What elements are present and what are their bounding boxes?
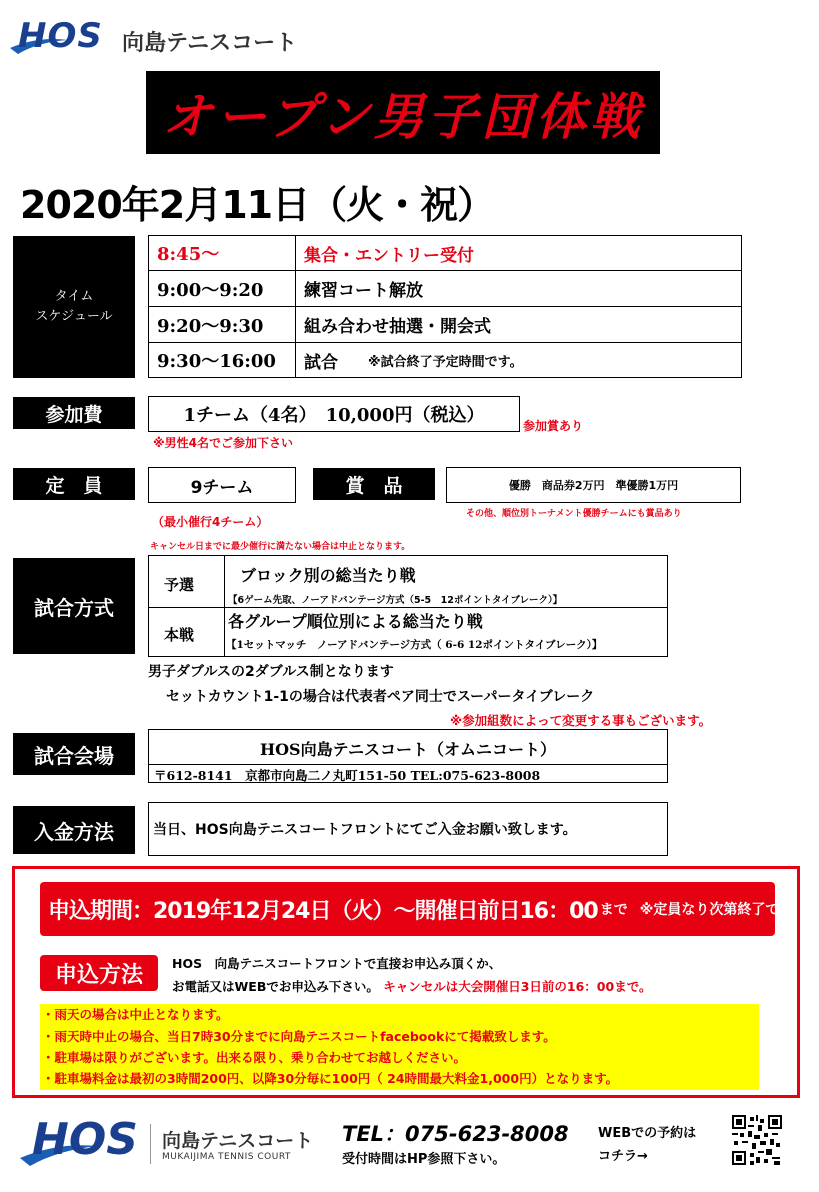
application-period-note: ※定員なり次第終了です。 [639,902,807,918]
payment-text: 当日、HOS向島テニスコートフロントにてご入金お願い致します。 [148,802,668,856]
qr-code-icon[interactable] [732,1115,782,1165]
fee-label: 参加費 [13,397,135,429]
schedule-label-line1: タイム [54,289,94,304]
venue-address: 〒612-8141 京都市向島二ノ丸町151-50 TEL:075-623-8008 [154,768,541,783]
footer-logo-text: HOS [32,1114,138,1165]
title-banner [146,71,660,154]
application-period: 申込期間：2019年12月24日（火）～開催日前日16：00 [48,898,598,924]
prize-label: 賞 品 [313,468,435,500]
payment-label: 入金方法 [13,806,135,854]
capacity-cancel-note: キャンセル日までに最少催行に満たない場合は中止となります。 [150,542,411,552]
schedule-time-3: 9:20～9:30 [148,306,296,343]
format-prelim-label: 予選 [164,576,195,594]
footer-brand-en: MUKAIJIMA TENNIS COURT [162,1152,291,1162]
venue-label: 試合会場 [13,733,135,775]
note-item-4: ・駐車場料金は最初の3時間200円、以降30分毎に100円（ 24時間最大料金1,000円）となります。 [42,1071,619,1086]
application-method-line1: HOS 向島テニスコートフロントで直接お申込み頂くか、 [172,956,502,971]
format-main-title: 各グループ順位別による総当たり戦 [228,612,483,631]
schedule-event-4-note: ※試合終了予定時間です。 [368,354,523,370]
header-brand: 向島テニスコート [122,31,298,56]
application-period-banner [40,882,807,936]
format-prelim-detail: 【6ゲーム先取、ノーアドバンテージ方式（5-5 12ポイントタイブレーク）】 [228,595,563,606]
fee-note: ※男性4名でご参加下さい [153,436,294,450]
prize-note: その他、順位別トーナメント優勝チームにも賞品あり [466,509,682,519]
schedule-event-3: 組み合わせ抽選・開会式 [295,306,742,343]
schedule-event-2: 練習コート解放 [295,270,742,307]
format-line-1: 男子ダブルスの2ダブルス制となります [148,664,394,680]
page-title: オープン男子団体戦 [162,86,644,146]
format-line-2: セットカウント1-1の場合は代表者ペア同士でスーパータイブレーク [166,689,595,705]
fee-value: 1チーム（4名） 10,000円（税込） [148,396,520,432]
application-method-line2 [172,977,651,995]
venue-name: HOS向島テニスコート（オムニコート） [260,740,556,759]
capacity-min-note: （最小催行4チーム） [152,515,269,529]
capacity-value: 9チーム [148,467,296,503]
application-method-label [40,955,158,991]
format-prelim-title: ブロック別の総当たり戦 [240,566,416,585]
footer-divider [150,1124,151,1164]
schedule-time-1: 8:45～ [148,235,296,271]
schedule-time-4: 9:30～16:00 [148,342,296,378]
schedule-time-2: 9:00～9:20 [148,270,296,307]
format-main-detail: 【1セットマッチ ノーアドバンテージ方式（ 6-6 12ポイントタイブレーク）】 [226,639,603,651]
format-divider-horizontal [148,607,668,608]
note-item-1: ・雨天の場合は中止となります。 [42,1007,229,1022]
venue-divider [148,764,668,765]
capacity-label: 定 員 [13,468,135,500]
schedule-label-line2: スケジュール [35,309,113,324]
prize-value: 優勝 商品券2万円 準優勝1万円 [446,467,741,503]
format-divider-vertical [224,555,225,657]
application-period-suffix: まで [599,902,628,918]
schedule-event-4 [295,342,742,378]
application-method-label-text: 申込方法 [54,962,143,988]
schedule-event-1: 集合・エントリー受付 [295,235,742,271]
footer-web-line2[interactable]: コチラ→ [598,1149,648,1164]
footer-brand: 向島テニスコート [162,1130,314,1152]
schedule-label [13,236,135,378]
footer-web-line1: WEBでの予約は [598,1126,697,1141]
application-method-line2-text: お電話又はWEBでお申込み下さい。 [172,979,379,994]
application-notes [40,1004,759,1090]
format-line-3: ※参加組数によって変更する事もございます。 [450,713,712,728]
footer-hours: 受付時間はHP参照下さい。 [342,1152,506,1167]
header-logo [8,18,128,58]
footer-logo [18,1114,148,1170]
fee-side-note: 参加賞あり [523,419,584,433]
note-item-2: ・雨天時中止の場合、当日7時30分までに向島テニスコートfacebookにて掲載致します。 [42,1029,556,1044]
note-item-3: ・駐車場は限りがございます。出来る限り、乗り合わせてお越しください。 [42,1050,467,1065]
event-date: 2020年2月11日（火・祝） [20,183,495,227]
header-logo-text: HOS [18,16,103,56]
schedule-event-4-label: 試合 [304,352,338,373]
format-main-label: 本戦 [164,626,195,644]
footer-tel[interactable]: TEL：075-623-8008 [342,1122,569,1146]
application-cancel-note: キャンセルは大会開催日3日前の16：00まで。 [383,979,652,994]
format-label: 試合方式 [13,558,135,654]
